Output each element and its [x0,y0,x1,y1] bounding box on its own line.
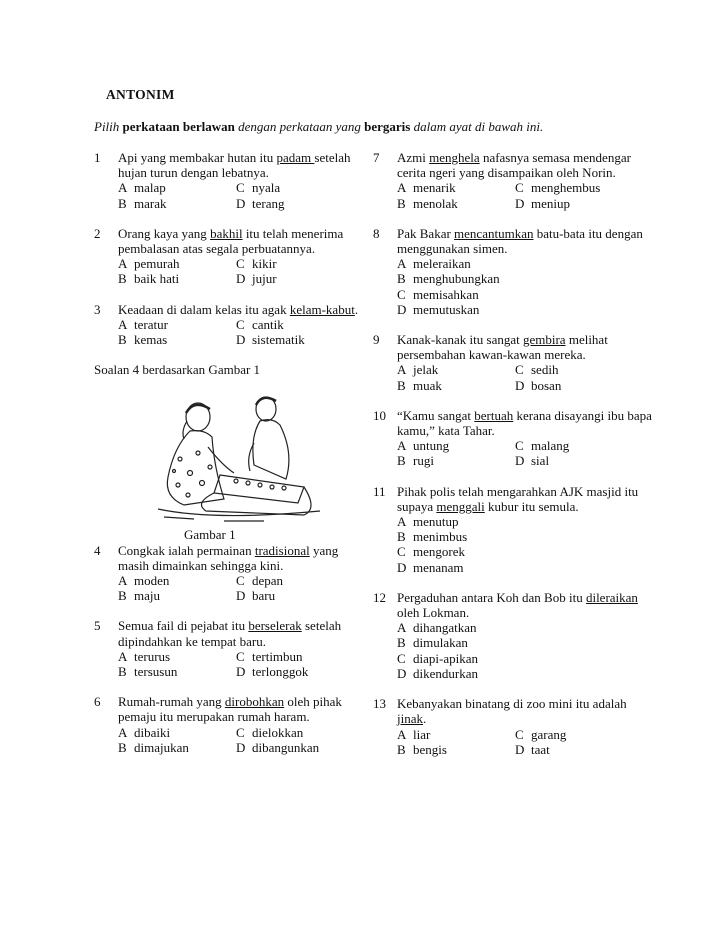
option-text: moden [134,573,170,589]
answer-option [236,649,354,664]
underlined-word: bertuah [474,407,514,423]
option-text: depan [252,573,284,589]
option-letter: D [236,664,246,680]
option-letter: C [397,650,406,666]
answer-option [236,725,354,740]
option-text: terang [252,195,285,211]
answer-option [236,180,354,195]
question-number: 3 [94,301,101,317]
answer-option [397,302,515,317]
answer-option [118,196,236,211]
answer-option [515,196,633,211]
option-letter: D [236,332,246,348]
option-row [118,332,364,347]
answer-option [236,588,354,603]
option-row [118,740,364,755]
option-text: garang [531,726,567,742]
option-letter: B [397,741,406,757]
option-letter: B [397,195,406,211]
option-text: jelak [413,362,439,378]
answer-option [515,453,633,468]
option-row [118,317,364,332]
option-row [118,664,364,679]
answer-option [118,332,236,347]
option-letter: B [397,377,406,393]
option-row [397,635,653,650]
option-text: muak [413,377,442,393]
option-letter: B [397,453,406,469]
option-letter: B [397,271,406,287]
option-letter: A [397,726,407,742]
worksheet-title: ANTONIM [106,87,175,102]
question-11 [373,484,653,575]
option-letter: A [397,256,407,272]
option-letter: A [118,180,128,196]
question-3 [94,302,364,348]
option-text: maju [134,588,160,604]
underlined-word: gembira [522,332,566,348]
question-13 [373,696,653,757]
option-text: menutup [413,514,459,530]
option-text: baik hati [134,271,180,287]
option-letter: C [397,544,406,560]
option-row [397,287,653,302]
option-letter: C [397,286,406,302]
option-letter: C [236,316,245,332]
question-number: 8 [373,225,380,241]
question-7 [373,150,653,211]
option-text: pemurah [134,256,180,272]
question-number: 4 [94,542,101,558]
question-8 [373,226,653,317]
question-5 [94,618,364,679]
option-letter: A [397,438,407,454]
option-row [118,588,364,603]
option-row [397,438,653,453]
option-row [397,666,653,681]
answer-option [118,180,236,195]
option-text: meniup [531,195,570,211]
option-text: dimulakan [413,635,468,651]
answer-option [397,666,515,681]
answer-option [397,378,515,393]
answer-option [236,196,354,211]
answer-option [236,256,354,271]
answer-option [118,573,236,588]
option-row [397,180,653,195]
option-text: menimbus [413,529,468,545]
question-4 [94,543,364,604]
answer-option [236,740,354,755]
answer-option [515,180,633,195]
option-row [118,180,364,195]
option-letter: D [515,453,525,469]
question-number: 2 [94,225,101,241]
option-text: diapi-apikan [413,650,478,666]
option-letter: C [236,648,245,664]
instruction: Pilih perkataan berlawan dengan perkataan yang bergaris dalam ayat di bawah ini. [94,119,544,134]
answer-option [397,742,515,757]
answer-option [397,529,515,544]
option-text: jujur [252,271,277,287]
option-text: malap [134,180,166,196]
question-text: Orang kaya yang bakhil itu telah menerima pembalasan atas segala perbuatannya. [118,225,344,257]
option-letter: A [118,256,128,272]
option-text: menarik [413,180,456,196]
answer-option [118,588,236,603]
option-row [397,453,653,468]
question-number: 6 [94,694,101,710]
question-number: 5 [94,618,101,634]
answer-option [515,362,633,377]
answer-option [397,287,515,302]
question-text: Azmi menghela nafasnya semasa mendengar cerita ngeri yang disampaikan oleh Norin. [397,150,631,181]
question-number: 1 [94,150,101,165]
option-letter: D [397,559,407,575]
answer-option [397,180,515,195]
option-row [397,529,653,544]
option-letter: B [397,529,406,545]
answer-option [397,651,515,666]
option-letter: C [236,573,245,589]
option-row [118,271,364,286]
answer-option [397,620,515,635]
option-text: dikendurkan [413,665,478,681]
question-text: Congkak ialah permainan tradisional yang masih dimainkan sehingga kini. [118,542,339,573]
question-12 [373,590,653,681]
underlined-word: kelam-kabut [289,301,355,317]
question-text: Keadaan di dalam kelas itu agak kelam-kabut. [118,301,359,317]
question-number: 13 [373,696,386,712]
option-text: terlonggok [252,664,309,680]
option-letter: C [236,180,245,196]
option-row [397,544,653,559]
option-text: kemas [134,332,168,348]
underlined-word: padam [276,150,315,165]
option-letter: C [236,724,245,740]
answer-option [236,573,354,588]
question-text: Api yang membakar hutan itu padam setelah hujan turun dengan lebatnya. [118,150,351,181]
option-letter: B [118,588,127,604]
question-text: Pergaduhan antara Koh dan Bob itu dileraikan oleh Lokman. [397,589,638,621]
option-letter: A [397,180,407,196]
option-text: marak [134,195,167,211]
question-6 [94,694,364,755]
figure-congkak-illustration [154,387,324,527]
option-letter: B [118,271,127,287]
answer-option [118,664,236,679]
option-text: menghembus [531,180,601,196]
answer-option [515,742,633,757]
option-letter: A [397,514,407,530]
option-text: dihangatkan [413,620,477,636]
option-text: menghubungkan [413,271,500,287]
question-text: Rumah-rumah yang dirobohkan oleh pihak pemaju itu merupakan rumah haram. [118,694,342,725]
underlined-word: mencantumkan [454,225,534,241]
option-text: bengis [413,741,447,757]
option-text: mengorek [413,544,465,560]
option-text: tertimbun [252,648,303,664]
question-number: 10 [373,407,386,423]
figure-caption: Gambar 1 [184,527,236,543]
question-text: “Kamu sangat bertuah kerana disayangi ibu bapa kamu,” kata Tahar. [397,407,652,439]
option-row [397,560,653,575]
answer-option [397,727,515,742]
option-letter: B [118,332,127,348]
option-letter: D [236,588,246,604]
question-number: 11 [373,483,386,499]
option-row [397,727,653,742]
option-letter: C [515,362,524,378]
option-letter: A [118,724,128,740]
answer-option [118,256,236,271]
answer-option [118,725,236,740]
underlined-word: tradisional [254,542,310,558]
answer-option [397,196,515,211]
option-text: cantik [252,316,284,332]
answer-option [397,453,515,468]
option-row [397,514,653,529]
answer-option [397,438,515,453]
answer-option [397,271,515,286]
option-letter: B [118,195,127,211]
option-text: bosan [531,377,562,393]
option-row [397,196,653,211]
question-10 [373,408,653,469]
underlined-word: dirobohkan [224,694,285,710]
option-text: memutuskan [413,301,480,317]
option-letter: D [397,665,407,681]
question-text: Pak Bakar mencantumkan batu-bata itu dengan menggunakan simen. [397,225,643,257]
option-text: baru [252,588,276,604]
answer-option [397,544,515,559]
option-letter: D [236,195,246,211]
answer-option [118,317,236,332]
option-text: dimajukan [134,739,189,755]
option-text: meleraikan [413,256,471,272]
answer-option [236,271,354,286]
question-2 [94,226,364,287]
option-text: untung [413,438,450,454]
underlined-word: jinak [397,711,423,727]
question-text: Kebanyakan binatang di zoo mini itu adalah jinak. [397,696,627,727]
question-number: 12 [373,589,386,605]
option-letter: D [515,741,525,757]
question-number: 7 [373,150,380,165]
option-letter: D [515,195,525,211]
option-letter: D [515,377,525,393]
answer-option [118,649,236,664]
underlined-word: berselerak [248,618,302,634]
question-1 [94,150,364,211]
answer-option [515,378,633,393]
answer-option [515,727,633,742]
answer-option [397,514,515,529]
option-letter: D [397,301,407,317]
left-column [94,150,364,770]
option-text: sial [531,453,550,469]
option-row [118,256,364,271]
option-text: kikir [252,256,277,272]
answer-option [397,256,515,271]
congkak-players-drawing [154,387,324,527]
answer-option [397,362,515,377]
question-text: Semua fail di pejabat itu berselerak setelah dipindahkan ke tempat baru. [118,618,342,649]
option-row [397,256,653,271]
answer-option [515,438,633,453]
option-letter: C [515,438,524,454]
option-letter: B [397,635,406,651]
answer-option [118,271,236,286]
option-text: dielokkan [252,724,304,740]
option-row [118,649,364,664]
option-letter: B [118,739,127,755]
option-text: nyala [252,180,281,196]
option-letter: C [236,256,245,272]
question-number: 9 [373,332,380,348]
question-9 [373,332,653,393]
option-row [397,742,653,757]
option-text: sistematik [252,332,305,348]
option-text: menolak [413,195,458,211]
question-text: Pihak polis telah mengarahkan AJK masjid itu supaya menggali kubur itu semula. [397,483,639,514]
option-row [397,302,653,317]
option-row [397,651,653,666]
option-text: tersusun [134,664,178,680]
option-row [118,196,364,211]
underlined-word: menggali [436,498,485,514]
answer-option [236,664,354,679]
option-row [397,620,653,635]
answer-option [118,740,236,755]
underlined-word: dileraikan [585,589,638,605]
option-text: malang [531,438,570,454]
right-column [373,150,653,772]
option-text: teratur [134,316,168,332]
answer-option [236,317,354,332]
option-letter: D [236,739,246,755]
option-text: menanam [413,559,464,575]
figure-note: Soalan 4 berdasarkan Gambar 1 [94,362,261,378]
option-text: terurus [134,648,171,664]
option-text: dibangunkan [252,739,320,755]
option-letter: D [236,271,246,287]
option-text: sedih [531,362,559,378]
option-letter: A [118,648,128,664]
option-letter: A [118,316,128,332]
option-text: taat [531,741,550,757]
option-row [397,362,653,377]
option-letter: A [118,573,128,589]
option-row [397,271,653,286]
option-letter: C [515,726,524,742]
option-text: rugi [413,453,434,469]
option-text: dibaiki [134,724,171,740]
option-row [118,725,364,740]
option-letter: A [397,362,407,378]
option-text: liar [413,726,431,742]
answer-option [397,635,515,650]
option-letter: A [397,620,407,636]
option-letter: C [515,180,524,196]
option-row [118,573,364,588]
option-row [397,378,653,393]
underlined-word: bakhil [210,225,243,241]
answer-option [397,560,515,575]
answer-option [236,332,354,347]
underlined-word: menghela [429,150,480,165]
option-text: memisahkan [413,286,479,302]
question-text: Kanak-kanak itu sangat gembira melihat persembahan kawan-kawan mereka. [397,332,608,363]
option-letter: B [118,664,127,680]
